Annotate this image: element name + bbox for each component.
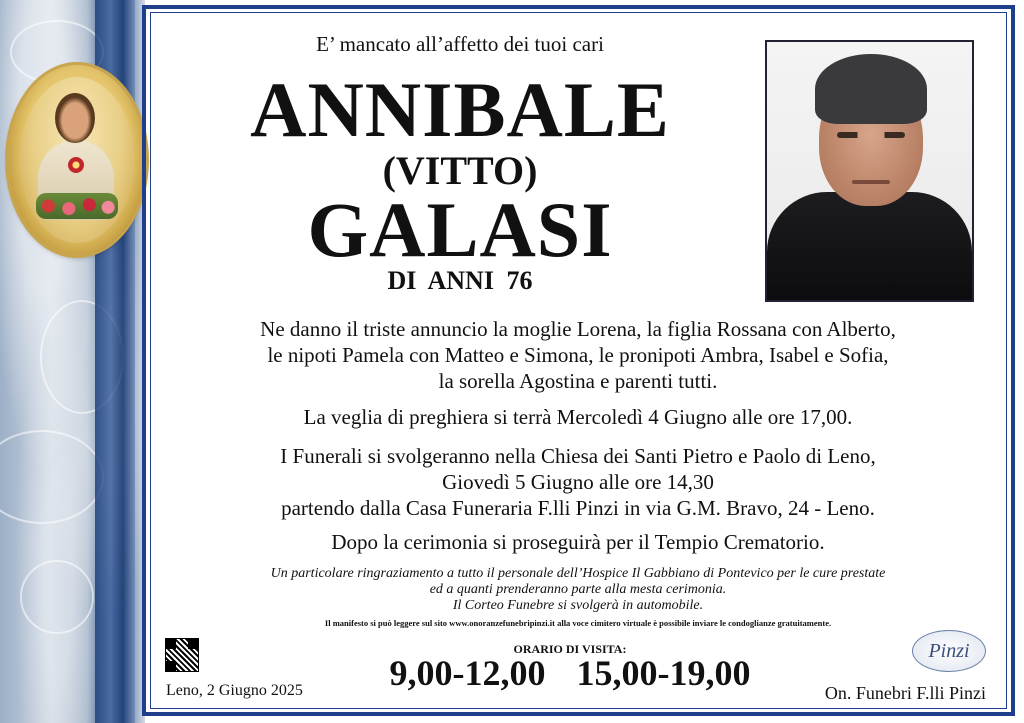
thanks-line: ed a quanti prenderanno parte alla mesta cerimonia. [429, 582, 727, 597]
nickname: (VITTO) [382, 148, 538, 193]
funeral-line: partendo dalla Casa Funeraria F.lli Pinzi in via G.M. Bravo, 24 - Leno. [281, 496, 875, 520]
qr-code-icon[interactable] [165, 638, 199, 672]
surname: GALASI [307, 186, 613, 273]
family-line: Ne danno il triste annuncio la moglie Lorena, la figlia Rossana con Alberto, [260, 317, 896, 341]
family-announcement [160, 316, 996, 394]
thanks-line: Un particolare ringraziamento a tutto il personale dell’Hospice Il Gabbiano di Pontevico per le cure prestate [270, 566, 886, 581]
visit-hours: 9,00-12,00 15,00-19,00 [389, 653, 751, 693]
funeral-line: Giovedì 5 Giugno alle ore 14,30 [442, 470, 714, 494]
thanks-line: Il Corteo Funebre si svolgerà in automobile. [452, 598, 704, 613]
vigil-text: La veglia di preghiera si terrà Mercoledì 4 Giugno alle ore 17,00. [303, 405, 853, 429]
date-place: Leno, 2 Giugno 2025 [166, 682, 303, 699]
visit-label: ORARIO DI VISITA: [513, 642, 627, 656]
funeral-details [160, 443, 996, 521]
sacred-heart-image [8, 65, 146, 255]
first-name: ANNIBALE [250, 66, 670, 153]
after-ceremony-text: Dopo la cerimonia si proseguirà per il Tempio Crematorio. [331, 530, 825, 554]
portrait-photo [765, 40, 974, 302]
family-line: le nipoti Pamela con Matteo e Simona, le pronipoti Ambra, Isabel e Sofia, [267, 343, 889, 367]
online-note: Il manifesto si può leggere sul sito www.onoranzefunebripinzi.it alla voce cimitero virtuale è possibile inviare le condoglianze gratuitamente. [324, 618, 832, 628]
pinzi-logo-icon: Pinzi [912, 630, 986, 672]
intro-text: E’ mancato all’affetto dei tuoi cari [316, 32, 604, 56]
funeral-firm: On. Funebri F.lli Pinzi [824, 683, 986, 703]
age-text: DI ANNI 76 [387, 266, 533, 295]
funeral-line: I Funerali si svolgeranno nella Chiesa dei Santi Pietro e Paolo di Leno, [280, 444, 876, 468]
family-line: la sorella Agostina e parenti tutti. [438, 369, 718, 393]
